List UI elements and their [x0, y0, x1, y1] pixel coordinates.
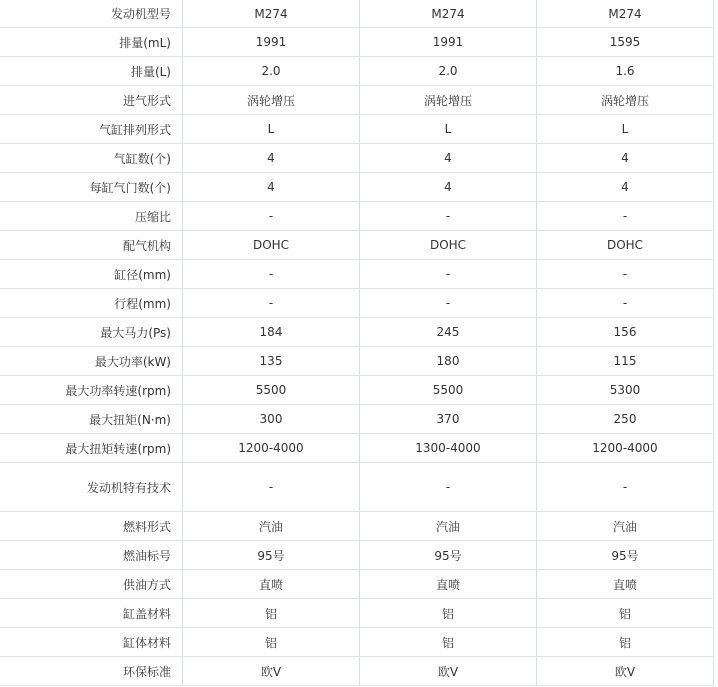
- row-value-3: -: [537, 260, 714, 289]
- row-value-3: 250: [537, 405, 714, 434]
- row-label: 配气机构: [0, 231, 183, 260]
- row-value-2: 涡轮增压: [360, 86, 537, 115]
- row-value-3: 欧V: [537, 657, 714, 686]
- row-value-3: 95号: [537, 541, 714, 570]
- row-value-1: 184: [183, 318, 360, 347]
- row-value-3: 4: [537, 144, 714, 173]
- row-label: 燃油标号: [0, 541, 183, 570]
- row-value-1: 4: [183, 144, 360, 173]
- row-value-3: 涡轮增压: [537, 86, 714, 115]
- row-label: 排量(L): [0, 57, 183, 86]
- row-label: 进气形式: [0, 86, 183, 115]
- row-value-2: 1300-4000: [360, 434, 537, 463]
- row-value-2: -: [360, 202, 537, 231]
- row-label: 最大扭矩转速(rpm): [0, 434, 183, 463]
- row-value-1: M274: [183, 0, 360, 28]
- row-value-3: DOHC: [537, 231, 714, 260]
- row-value-2: -: [360, 463, 537, 512]
- row-value-3: 直喷: [537, 570, 714, 599]
- row-value-1: 涡轮增压: [183, 86, 360, 115]
- row-value-3: -: [537, 463, 714, 512]
- row-value-2: DOHC: [360, 231, 537, 260]
- row-value-1: 欧V: [183, 657, 360, 686]
- row-label: 环保标准: [0, 657, 183, 686]
- row-value-3: 5300: [537, 376, 714, 405]
- row-value-1: 直喷: [183, 570, 360, 599]
- row-value-3: 1595: [537, 28, 714, 57]
- row-value-2: -: [360, 289, 537, 318]
- row-label: 燃料形式: [0, 512, 183, 541]
- row-value-2: 370: [360, 405, 537, 434]
- row-value-1: 1200-4000: [183, 434, 360, 463]
- row-label: 缸径(mm): [0, 260, 183, 289]
- row-value-2: L: [360, 115, 537, 144]
- row-value-1: -: [183, 289, 360, 318]
- row-value-3: 铝: [537, 599, 714, 628]
- row-value-2: 180: [360, 347, 537, 376]
- row-value-1: DOHC: [183, 231, 360, 260]
- row-value-3: L: [537, 115, 714, 144]
- row-value-2: 1991: [360, 28, 537, 57]
- row-label: 气缸数(个): [0, 144, 183, 173]
- row-value-3: 156: [537, 318, 714, 347]
- row-value-1: -: [183, 260, 360, 289]
- row-value-1: 5500: [183, 376, 360, 405]
- row-value-2: 95号: [360, 541, 537, 570]
- row-value-2: 2.0: [360, 57, 537, 86]
- row-value-1: L: [183, 115, 360, 144]
- row-value-2: 直喷: [360, 570, 537, 599]
- row-label: 最大扭矩(N·m): [0, 405, 183, 434]
- row-label: 排量(mL): [0, 28, 183, 57]
- row-value-1: 95号: [183, 541, 360, 570]
- row-value-1: -: [183, 202, 360, 231]
- row-value-2: 4: [360, 144, 537, 173]
- row-value-1: 汽油: [183, 512, 360, 541]
- row-label: 缸体材料: [0, 628, 183, 657]
- row-value-2: 欧V: [360, 657, 537, 686]
- row-value-1: 铝: [183, 599, 360, 628]
- row-label: 行程(mm): [0, 289, 183, 318]
- row-value-1: 4: [183, 173, 360, 202]
- row-value-3: -: [537, 202, 714, 231]
- row-value-2: 铝: [360, 628, 537, 657]
- row-value-1: 1991: [183, 28, 360, 57]
- row-value-1: 2.0: [183, 57, 360, 86]
- row-label: 供油方式: [0, 570, 183, 599]
- row-value-2: 4: [360, 173, 537, 202]
- row-value-3: 1.6: [537, 57, 714, 86]
- row-label: 压缩比: [0, 202, 183, 231]
- row-value-3: 汽油: [537, 512, 714, 541]
- row-value-2: 汽油: [360, 512, 537, 541]
- row-value-1: 135: [183, 347, 360, 376]
- row-label: 最大马力(Ps): [0, 318, 183, 347]
- row-value-3: M274: [537, 0, 714, 28]
- row-value-2: 5500: [360, 376, 537, 405]
- row-value-3: 115: [537, 347, 714, 376]
- row-value-3: 4: [537, 173, 714, 202]
- row-value-2: 245: [360, 318, 537, 347]
- row-label: 最大功率转速(rpm): [0, 376, 183, 405]
- row-value-2: 铝: [360, 599, 537, 628]
- row-value-1: -: [183, 463, 360, 512]
- row-value-3: 铝: [537, 628, 714, 657]
- row-label: 发动机特有技术: [0, 463, 183, 512]
- row-label: 气缸排列形式: [0, 115, 183, 144]
- row-value-2: M274: [360, 0, 537, 28]
- row-label: 最大功率(kW): [0, 347, 183, 376]
- row-value-1: 铝: [183, 628, 360, 657]
- row-value-2: -: [360, 260, 537, 289]
- row-label: 缸盖材料: [0, 599, 183, 628]
- row-value-3: 1200-4000: [537, 434, 714, 463]
- row-label: 发动机型号: [0, 0, 183, 28]
- row-value-3: -: [537, 289, 714, 318]
- row-label: 每缸气门数(个): [0, 173, 183, 202]
- row-value-1: 300: [183, 405, 360, 434]
